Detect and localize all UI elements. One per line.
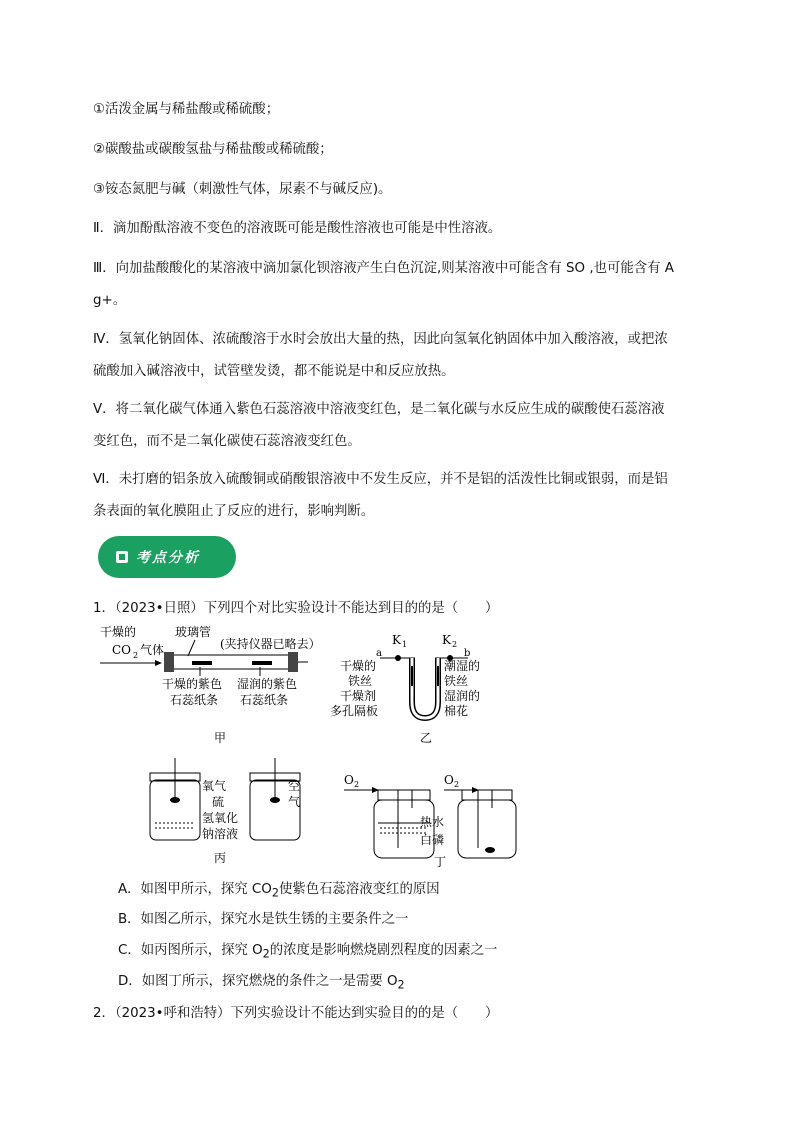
point-5-line-2: 变红色，而不是二氧化碳使石蕊溶液变红色。: [93, 434, 361, 449]
yi-left-3: 干燥剂: [340, 689, 377, 703]
option-c-pre: C．如丙图所示，探究 O: [118, 943, 263, 958]
point-4-line-2: 硫酸加入碱溶液中，试管壁发烫，都不能说是中和反应放热。: [93, 364, 455, 379]
option-d-pre: D．如图丁所示，探究燃烧的条件之一是需要 O: [118, 974, 398, 989]
option-c[interactable]: [118, 939, 497, 961]
jia-strip2-a: 湿润的紫色: [237, 677, 298, 691]
question-2-stem: 2．（2023•呼和浩特）下列实验设计不能达到实验目的的是（ ）: [93, 1006, 499, 1021]
section-badge-label: 考点分析: [136, 550, 200, 566]
figure-yi: [330, 633, 480, 745]
yi-left-2: 铁丝: [348, 674, 373, 688]
option-a-sub: 2: [271, 886, 279, 900]
yi-right-1: 潮湿的: [444, 659, 481, 673]
jia-strip2-b: 石蕊纸条: [240, 693, 289, 707]
jia-stopper-left: [164, 652, 174, 672]
point-5-line-1: Ⅴ．将二氧化碳气体通入紫色石蕊溶液中溶液变红色，是二氧化碳与水反应生成的碳酸使石蕊溶液: [93, 402, 665, 417]
yi-b: b: [464, 648, 471, 659]
ding-o2-a-sub: 2: [354, 780, 360, 789]
ding-p: 白磷: [420, 833, 445, 847]
bing-o2: 氧气: [202, 779, 227, 793]
option-b-pre: B．如图乙所示，探究水是铁生锈的主要条件之一: [118, 912, 409, 927]
yi-left-4: 多孔隔板: [330, 704, 379, 718]
figure-bing: [150, 758, 300, 865]
jia-strip1-b: 石蕊纸条: [170, 693, 219, 707]
yi-k2: K: [442, 633, 451, 647]
jia-gas-word: 气体: [140, 643, 165, 657]
yi-k1: K: [392, 633, 401, 647]
jia-dry-strip: [192, 661, 212, 665]
jia-gas-sub: 2: [133, 651, 139, 660]
reaction-type-1: ①活泼金属与稀盐酸或稀硫酸；: [93, 102, 280, 117]
jia-tube-label: 玻璃管: [175, 625, 212, 639]
experiment-figure: [100, 618, 520, 874]
bing-naoh-2: 钠溶液: [202, 827, 239, 841]
experiment-figure-svg: [100, 618, 520, 874]
yi-right-2: 铁丝: [444, 674, 469, 688]
option-a-pre: A．如图甲所示，探究 CO: [118, 882, 272, 897]
ding-bottle-1: [374, 800, 434, 858]
ding-o2-b-sub: 2: [454, 780, 460, 789]
ding-o2-b: O: [444, 773, 454, 787]
point-4-line-1: Ⅳ．氢氧化钠固体、浓硫酸溶于水时会放出大量的热，因此向氢氧化钠固体中加入酸溶液，或把浓: [93, 332, 668, 347]
yi-label: 乙: [420, 731, 433, 745]
jia-clamp-note: (夹持仪器已略去）: [220, 637, 321, 651]
ding-label: 丁: [434, 855, 447, 869]
yi-left-1: 干燥的: [340, 659, 377, 673]
point-6-line-2: 条表面的氧化膜阻止了反应的进行，影响判断。: [93, 504, 375, 519]
yi-right-3: 湿润的: [444, 689, 481, 703]
figure-ding: [344, 773, 516, 869]
jia-stopper-right: [288, 652, 298, 672]
question-1-stem: 1．（2023•日照）下列四个对比实验设计不能达到目的的是（ ）: [93, 601, 499, 616]
ding-water: 热水: [420, 815, 445, 829]
yi-k1-sub: 1: [402, 640, 408, 649]
yi-right-4: 棉花: [444, 704, 469, 718]
bing-s: 硫: [212, 795, 225, 809]
ding-o2-a: O: [344, 773, 354, 787]
bing-air-2: 气: [288, 795, 301, 809]
option-d-sub: 2: [397, 978, 405, 992]
reaction-type-2: ②碳酸盐或碳酸氢盐与稀盐酸或稀硫酸；: [93, 142, 333, 157]
yi-u-tube: [412, 658, 438, 718]
jia-wet-strip: [252, 661, 272, 665]
option-c-sub: 2: [262, 947, 270, 961]
bing-label: 丙: [214, 851, 227, 865]
yi-k2-sub: 2: [452, 640, 458, 649]
jia-gas-co2: CO: [112, 643, 132, 657]
bing-air-1: 空: [288, 779, 301, 793]
bing-naoh-1: 氢氧化: [202, 811, 239, 825]
figure-jia: [100, 624, 321, 745]
point-2: Ⅱ．滴加酚酞溶液不变色的溶液既可能是酸性溶液也可能是中性溶液。: [93, 221, 502, 236]
option-a-post: 使紫色石蕊溶液变红的原因: [278, 882, 440, 897]
jia-tube-pointer: [188, 640, 195, 656]
square-icon: [116, 551, 128, 563]
jia-label: 甲: [214, 731, 227, 745]
jia-glass-tube: [172, 655, 290, 669]
point-6-line-1: Ⅵ．未打磨的铝条放入硫酸铜或硝酸银溶液中不发生反应，并不是铝的活泼性比铜或银弱，而是铝: [93, 472, 668, 487]
yi-a: a: [376, 648, 382, 659]
point-3-line-1: Ⅲ．向加盐酸酸化的某溶液中滴加氯化钡溶液产生白色沉淀,则某溶液中可能含有 SO ,也可能含有 A: [93, 261, 674, 276]
option-a[interactable]: [118, 878, 440, 900]
point-3-line-2: g+。: [93, 293, 127, 308]
option-c-post: 的浓度是影响燃烧剧烈程度的因素之一: [269, 943, 498, 958]
jia-strip1-a: 干燥的紫色: [162, 677, 223, 691]
reaction-type-3: ③铵态氮肥与碱（刺激性气体，尿素不与碱反应)。: [93, 182, 392, 197]
jia-gas-label: 干燥的: [100, 625, 137, 639]
jia-arrow-head: [155, 660, 162, 666]
option-b[interactable]: [118, 908, 408, 927]
section-badge: [98, 536, 236, 578]
option-d[interactable]: [118, 970, 405, 992]
